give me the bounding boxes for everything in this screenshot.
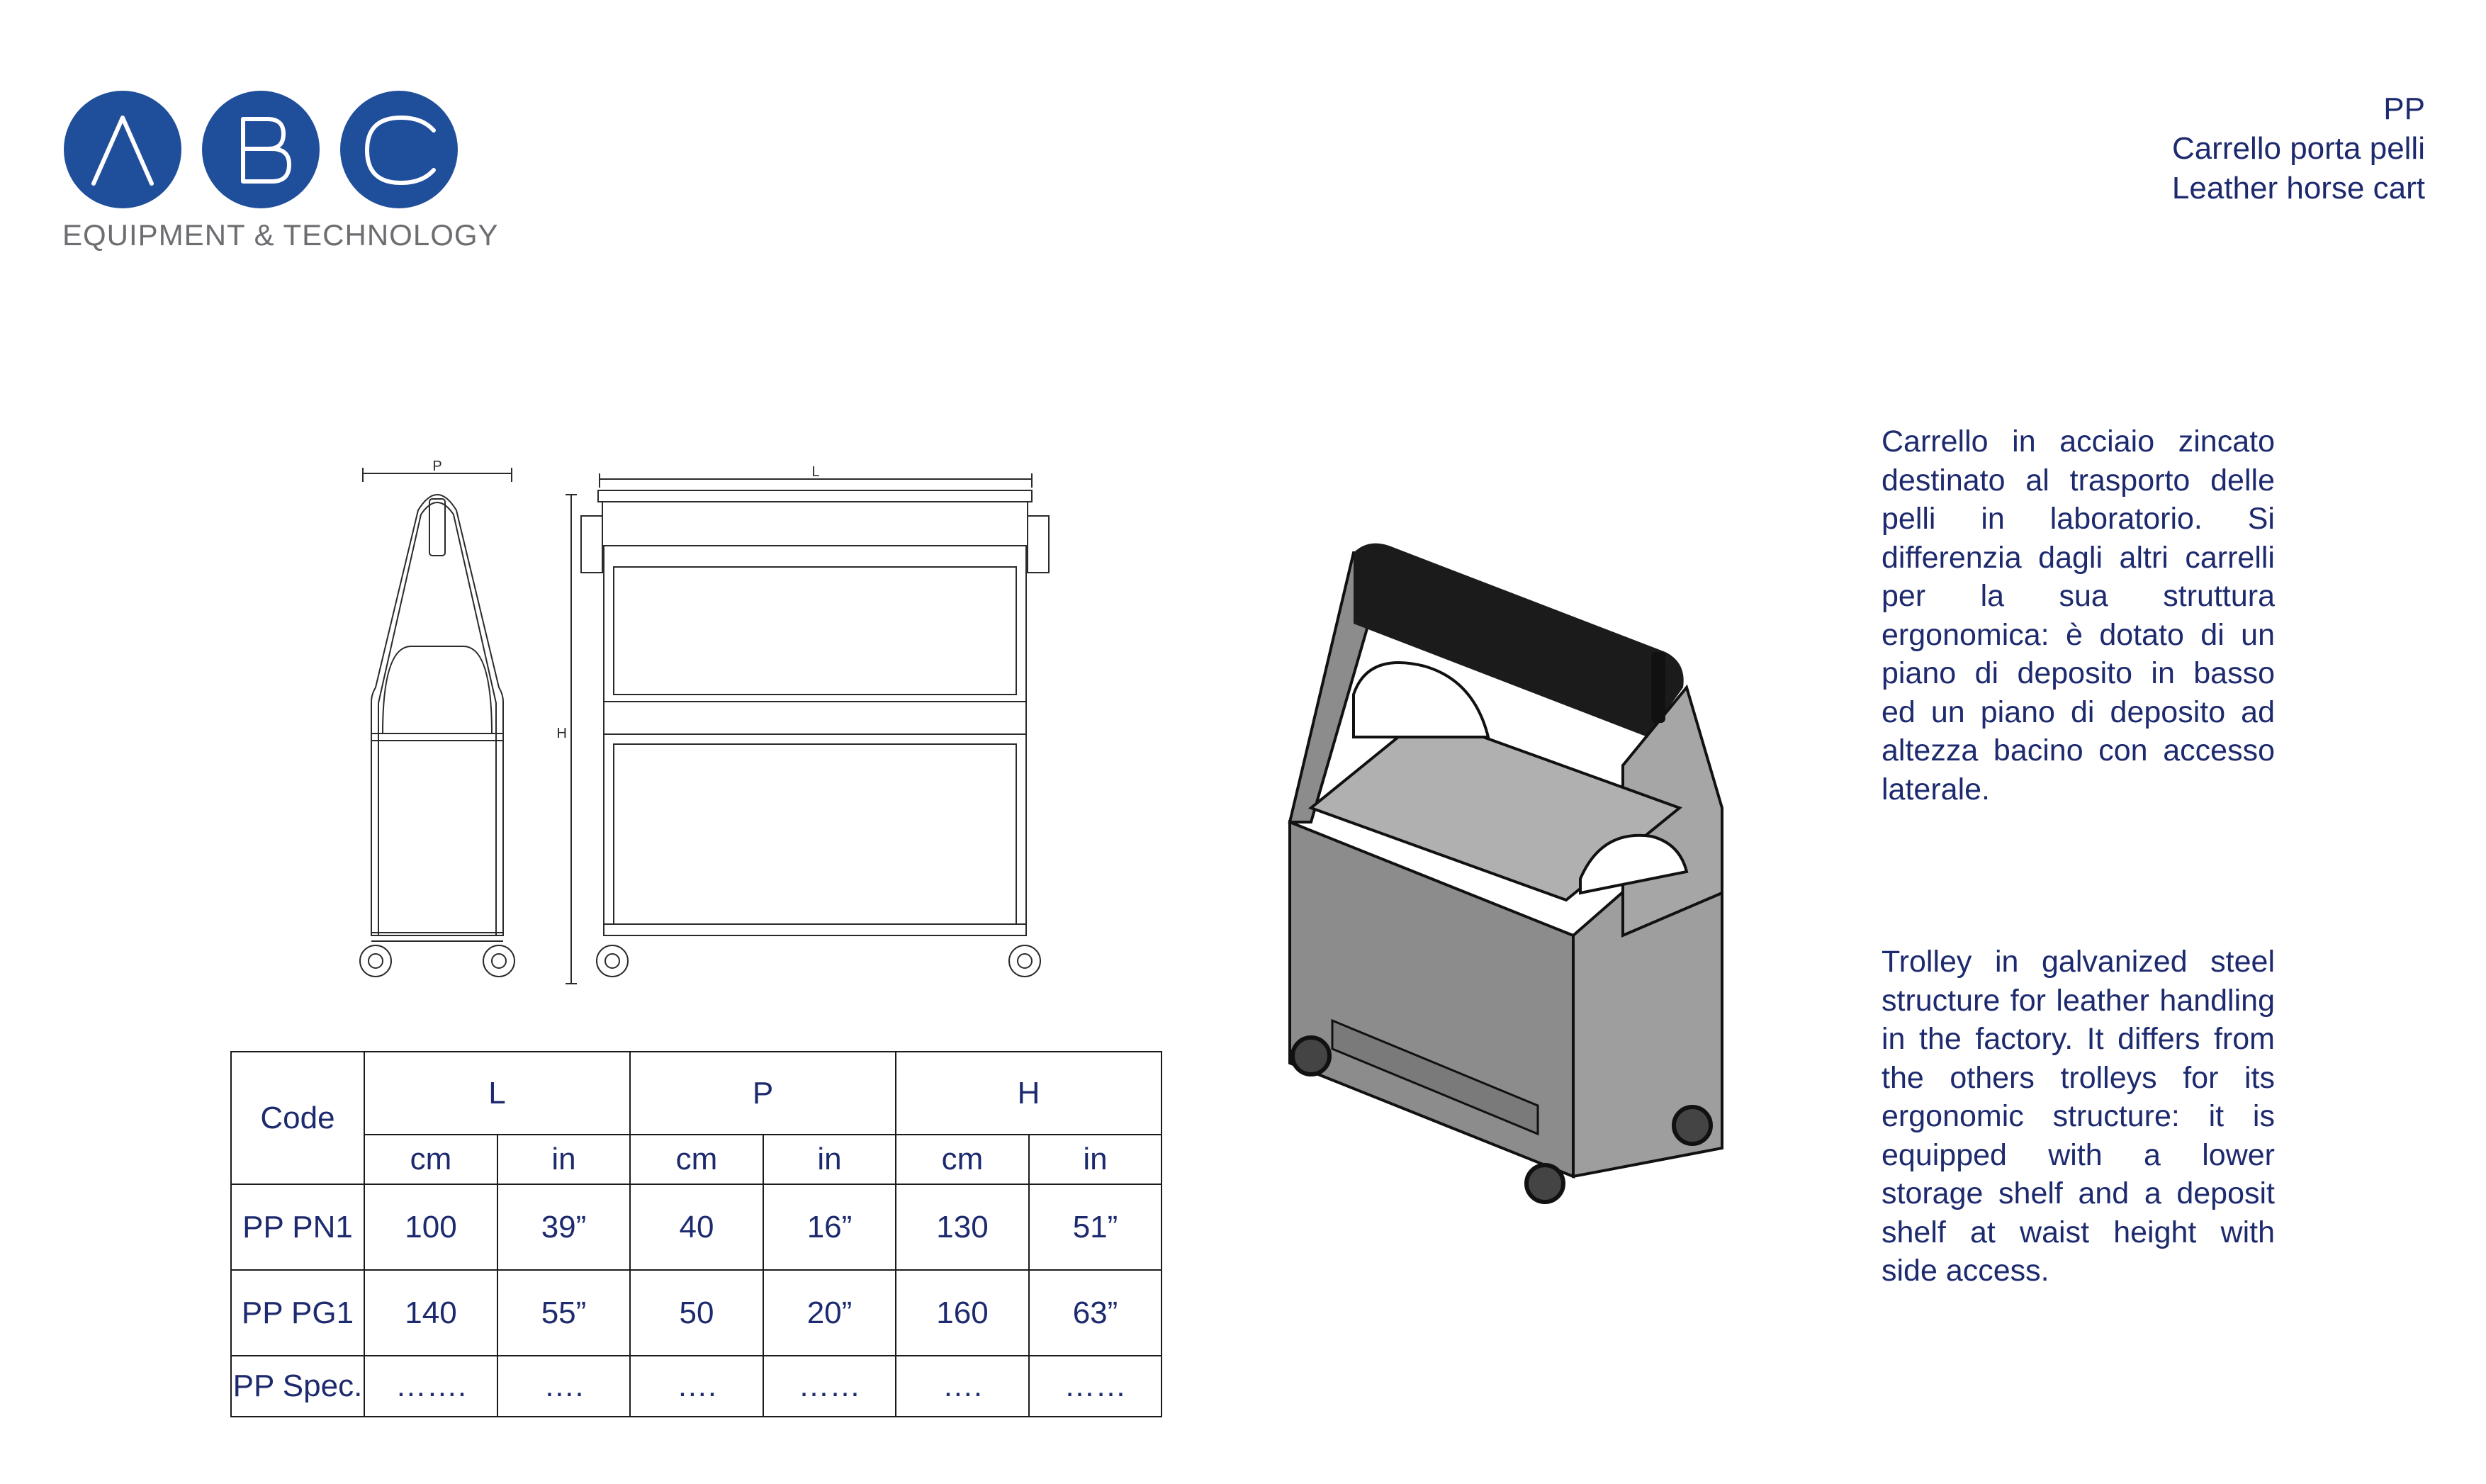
dimensions-table bbox=[230, 1051, 1162, 1417]
table-row bbox=[231, 1356, 1162, 1417]
product-title-en: Leather horse cart bbox=[2171, 171, 2425, 206]
unit-cell: cm bbox=[364, 1135, 497, 1184]
cart-handle bbox=[1651, 652, 1665, 723]
unit-cell: cm bbox=[630, 1135, 763, 1184]
table-header-h: H bbox=[896, 1052, 1162, 1135]
unit-cell: cm bbox=[896, 1135, 1029, 1184]
unit-cell: in bbox=[1029, 1135, 1162, 1184]
table-row bbox=[231, 1270, 1162, 1356]
value-cell: 20” bbox=[763, 1270, 896, 1356]
value-cell: 51” bbox=[1029, 1184, 1162, 1270]
row-code: PP PN1 bbox=[231, 1184, 364, 1270]
product-render bbox=[1269, 524, 1736, 1237]
product-header bbox=[2172, 89, 2425, 208]
table-header-p: P bbox=[630, 1052, 896, 1135]
value-cell: …… bbox=[1029, 1356, 1162, 1417]
side-wheel-left bbox=[360, 945, 391, 977]
front-wheel-left bbox=[597, 945, 628, 977]
value-cell: …. bbox=[630, 1356, 763, 1417]
row-code: PP Spec. bbox=[231, 1356, 364, 1417]
front-wheel-right bbox=[1009, 945, 1040, 977]
side-wheel-right bbox=[483, 945, 514, 977]
value-cell: …. bbox=[497, 1356, 630, 1417]
cart-side-opening bbox=[1354, 663, 1488, 737]
logo-circle-a bbox=[64, 91, 181, 208]
value-cell: 100 bbox=[364, 1184, 497, 1270]
unit-cell: in bbox=[497, 1135, 630, 1184]
table-header-row bbox=[231, 1052, 1162, 1135]
cart-wheel-3 bbox=[1674, 1107, 1711, 1144]
value-cell: …. bbox=[896, 1356, 1029, 1417]
cart-wheel-1 bbox=[1293, 1038, 1329, 1074]
value-cell: 160 bbox=[896, 1270, 1029, 1356]
table-row bbox=[231, 1184, 1162, 1270]
value-cell: ……. bbox=[364, 1356, 497, 1417]
technical-drawing bbox=[347, 454, 1070, 1010]
value-cell: 63” bbox=[1029, 1270, 1162, 1356]
front-view bbox=[557, 464, 1049, 984]
dimension-label-p: P bbox=[432, 459, 442, 474]
value-cell: 16” bbox=[763, 1184, 896, 1270]
table-header-code: Code bbox=[231, 1052, 364, 1184]
cart-wheel-2 bbox=[1526, 1165, 1563, 1202]
row-code: PP PG1 bbox=[231, 1270, 364, 1356]
logo-circle-c bbox=[340, 91, 458, 208]
value-cell: 39” bbox=[497, 1184, 630, 1270]
description-italian: Carrello in acciaio zincato destinato al trasporto delle pelli in laboratorio. Si differenzia dagli altri carrelli per la sua struttura ergonomica: è dotato di un piano di deposito in basso ed un piano di deposito ad altezza bacino con accesso laterale. bbox=[1882, 425, 2275, 806]
logo-circles bbox=[62, 89, 459, 217]
unit-cell: in bbox=[763, 1135, 896, 1184]
dimension-label-h: H bbox=[556, 726, 567, 741]
product-code: PP bbox=[2383, 91, 2425, 126]
description-english: Trolley in galvanized steel structure for leather handling in the factory. It differs from the others trolleys for its ergonomic structure: it is equipped with a lower storage shelf and a deposit shelf at waist height with side access. bbox=[1882, 945, 2275, 1288]
value-cell: 140 bbox=[364, 1270, 497, 1356]
table-units-row bbox=[231, 1135, 1162, 1184]
value-cell: 130 bbox=[896, 1184, 1029, 1270]
value-cell: 50 bbox=[630, 1270, 763, 1356]
dimension-label-l: L bbox=[811, 464, 820, 480]
brand-tagline: EQUIPMENT & TECHNOLOGY bbox=[62, 218, 499, 252]
side-view bbox=[360, 459, 514, 977]
value-cell: 40 bbox=[630, 1184, 763, 1270]
table-header-l: L bbox=[364, 1052, 630, 1135]
value-cell: 55” bbox=[497, 1270, 630, 1356]
product-title-it: Carrello porta pelli bbox=[2171, 131, 2425, 166]
value-cell: …… bbox=[763, 1356, 896, 1417]
brand-logo bbox=[62, 89, 499, 259]
